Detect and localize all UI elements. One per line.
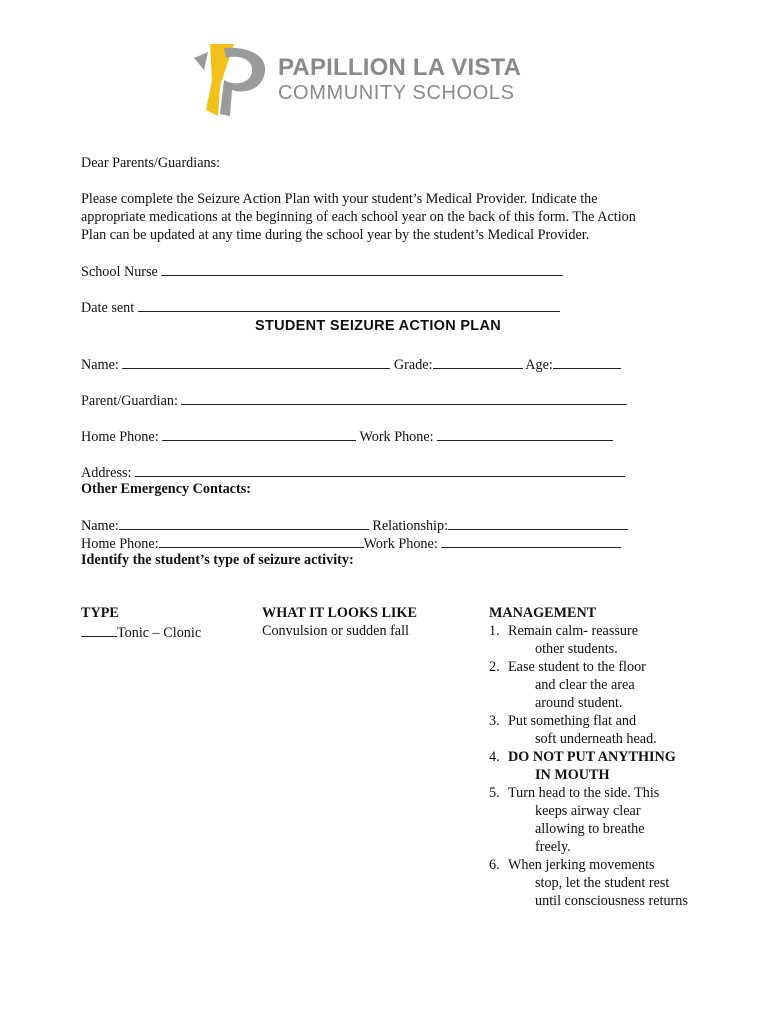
management-step-text: other students.: [535, 641, 618, 657]
management-step-text: Turn head to the side. This: [508, 785, 660, 801]
ec-name-label: Name:: [81, 518, 119, 534]
management-step-text: allowing to breathe: [535, 821, 645, 837]
work-phone-field[interactable]: [437, 426, 613, 441]
name-label: Name:: [81, 357, 119, 373]
identify-heading: Identify the student’s type of seizure activity:: [81, 552, 354, 568]
parent-guardian-label: Parent/Guardian:: [81, 393, 178, 409]
type-value: Tonic – Clonic: [117, 625, 202, 641]
ec-relationship-field[interactable]: [448, 515, 628, 530]
management-step: [489, 712, 688, 748]
ec-home-phone-field[interactable]: [159, 533, 364, 548]
management-step-number: 1.: [489, 623, 500, 639]
ec-work-phone-field[interactable]: [441, 533, 621, 548]
date-sent-row: [81, 297, 560, 317]
management-step-number: 2.: [489, 659, 500, 675]
management-step-number: 3.: [489, 713, 500, 729]
logo-name-line1: PAPILLION LA VISTA: [278, 54, 522, 81]
management-step-text: freely.: [535, 839, 571, 855]
name-grade-age-row: [81, 354, 621, 374]
management-step-text: Put something flat and: [508, 713, 637, 729]
ec-name-field[interactable]: [119, 515, 369, 530]
management-step-text: Ease student to the floor: [508, 659, 646, 675]
management-step: [489, 748, 688, 784]
greeting: Dear Parents/Guardians:: [81, 155, 221, 171]
emergency-contacts-heading: Other Emergency Contacts:: [81, 481, 251, 497]
management-step: [489, 622, 688, 658]
management-step-text: DO NOT PUT ANYTHING: [508, 749, 676, 765]
management-step-text: soft underneath head.: [535, 731, 657, 747]
address-field[interactable]: [135, 462, 625, 477]
management-step-text: When jerking movements: [508, 857, 655, 873]
ec-relationship-label: Relationship:: [372, 518, 449, 534]
instructions-line: Please complete the Seizure Action Plan with your student’s Medical Provider. Indicate the: [81, 191, 598, 207]
logo-name-line2: COMMUNITY SCHOOLS: [278, 82, 515, 104]
date-sent-label: Date sent: [81, 300, 135, 316]
management-step: [489, 784, 688, 856]
ec-phone-row: [81, 533, 621, 553]
name-field[interactable]: [122, 354, 390, 369]
home-phone-field[interactable]: [162, 426, 356, 441]
looks-value: Convulsion or sudden fall: [262, 623, 409, 639]
management-step-text: until consciousness returns: [535, 893, 688, 909]
management-step-text: Remain calm- reassure: [508, 623, 638, 639]
management-step-text: stop, let the student rest: [535, 875, 670, 891]
school-nurse-field[interactable]: [161, 261, 563, 276]
type-check-field[interactable]: [81, 622, 117, 637]
school-logo: [190, 40, 550, 120]
date-sent-field[interactable]: [138, 297, 560, 312]
phone-row: [81, 426, 613, 446]
management-step-text: around student.: [535, 695, 623, 711]
management-step-number: 4.: [489, 749, 500, 765]
school-nurse-label: School Nurse: [81, 264, 158, 280]
home-phone-label: Home Phone:: [81, 429, 159, 445]
parent-guardian-row: [81, 390, 627, 410]
school-nurse-row: [81, 261, 563, 281]
age-label: Age:: [525, 357, 553, 373]
col-management-header: MANAGEMENT: [489, 605, 597, 621]
management-step-text: and clear the area: [535, 677, 635, 693]
management-list: [489, 622, 688, 910]
instructions-line: Plan can be updated at any time during the school year by the student’s Medical Provider.: [81, 227, 590, 243]
management-step-number: 5.: [489, 785, 500, 801]
age-field[interactable]: [553, 354, 621, 369]
work-phone-label: Work Phone:: [359, 429, 434, 445]
management-step-text: IN MOUTH: [535, 767, 610, 783]
form-title: STUDENT SEIZURE ACTION PLAN: [255, 318, 502, 334]
ec-work-phone-label: Work Phone:: [363, 536, 438, 552]
ec-home-phone-label: Home Phone:: [81, 536, 159, 552]
ec-name-row: [81, 515, 628, 535]
instructions-paragraph: [81, 190, 636, 244]
col-looks-header: WHAT IT LOOKS LIKE: [262, 605, 417, 621]
grade-field[interactable]: [433, 354, 523, 369]
type-row: [81, 622, 201, 642]
grade-label: Grade:: [393, 357, 433, 373]
address-row: [81, 462, 625, 482]
management-step-text: keeps airway clear: [535, 803, 641, 819]
papillion-logo-mark-icon: [190, 40, 270, 120]
instructions-line: appropriate medications at the beginning of each school year on the back of this form. The Action: [81, 209, 636, 225]
address-label: Address:: [81, 465, 132, 481]
parent-guardian-field[interactable]: [181, 390, 627, 405]
management-step: [489, 658, 688, 712]
col-type-header: TYPE: [81, 605, 119, 621]
management-step-number: 6.: [489, 857, 500, 873]
management-step: [489, 856, 688, 910]
